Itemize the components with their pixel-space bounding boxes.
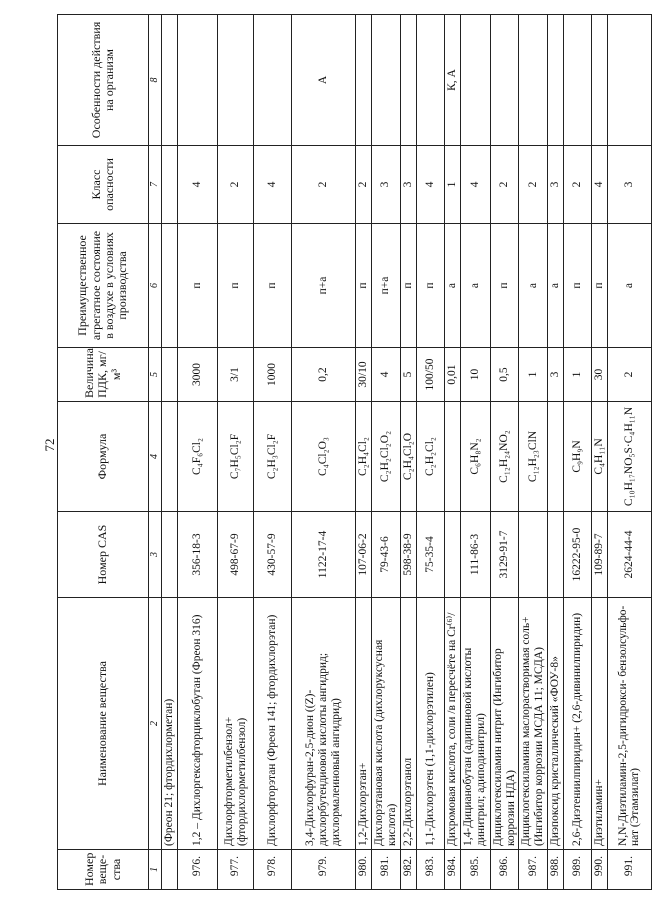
cell-formula [548, 402, 564, 512]
cell-state: а [460, 224, 490, 348]
cell-pdk: 3000 [178, 348, 218, 402]
column-number: 7 [149, 146, 162, 224]
cell-number: 989. [564, 850, 592, 890]
cell-number: 976. [178, 850, 218, 890]
cell-pdk: 30/10 [356, 348, 372, 402]
header-features: Особенности действия на организм [58, 15, 149, 146]
cell-pdk: 3/1 [218, 348, 254, 402]
cell-number: 983. [416, 850, 444, 890]
cell-number: 977. [218, 850, 254, 890]
cell-name: 1,4-Дицианобутан (адипиновой кислоты динитрил; адиподинитрил) [460, 598, 490, 850]
cell-state: а [444, 224, 460, 348]
table-row [162, 15, 178, 890]
cell-state: а [607, 224, 651, 348]
cell-number: 982. [400, 850, 416, 890]
column-number: 6 [149, 224, 162, 348]
cell-name: 2,2-Дихлорэтанол [400, 598, 416, 850]
cell-hazard: 2 [519, 146, 548, 224]
cell-state: п [564, 224, 592, 348]
cell-formula: C₆H₈N₂ [460, 402, 490, 512]
cell-state: п [254, 224, 292, 348]
cell-features [490, 15, 519, 146]
cell-pdk [162, 348, 178, 402]
cell-pdk: 100/50 [416, 348, 444, 402]
cell-cas: 356-18-3 [178, 512, 218, 598]
cell-name: 1,2 – Дихлоргексафторциклобутан (Фреон 316) [178, 598, 218, 850]
header-pdk: Величина ПДК, мг/м³ [58, 348, 149, 402]
column-number-row [149, 15, 162, 890]
cell-formula: C₇H₅Cl₂F [218, 402, 254, 512]
cell-formula: C₄F₆Cl₂ [178, 402, 218, 512]
cell-formula: C₂H₄Cl₂O [400, 402, 416, 512]
cell-pdk: 4 [372, 348, 401, 402]
cell-pdk: 0,01 [444, 348, 460, 402]
cell-number: 979. [292, 850, 356, 890]
cell-pdk: 1000 [254, 348, 292, 402]
cell-formula: C₂H₂Cl₂ [416, 402, 444, 512]
cell-cas: 2624-44-4 [607, 512, 651, 598]
cell-formula [162, 402, 178, 512]
cell-cas [162, 512, 178, 598]
cell-cas: 498-67-9 [218, 512, 254, 598]
cell-state: п [218, 224, 254, 348]
table-row [519, 15, 548, 890]
cell-hazard: 4 [416, 146, 444, 224]
cell-formula: C₂H₄Cl₂ [356, 402, 372, 512]
table-row [592, 15, 608, 890]
cell-number [162, 850, 178, 890]
cell-cas [548, 512, 564, 598]
cell-name: 3,4-Дихлорфуран-2,5-дион ((Z)-дихлорбутендиовой кислоты ангидрид; дихлормалеиновый ангидрид) [292, 598, 356, 850]
cell-cas: 1122-17-4 [292, 512, 356, 598]
cell-pdk: 10 [460, 348, 490, 402]
cell-features [519, 15, 548, 146]
cell-hazard [162, 146, 178, 224]
cell-name: Дихлорфторэтан (Фреон 141; фтордихлорэтан) [254, 598, 292, 850]
cell-name: Дициклогексиламина маслорастворимая соль+ (Ингибитор коррозии МСДА 11; МСДА) [519, 598, 548, 850]
cell-name: Дихлорфторметилбензол+ (фтордихлорметилбензол) [218, 598, 254, 850]
cell-features [400, 15, 416, 146]
cell-name: Дихромовая кислота, соли /в пересчёте на Cr⁽⁶⁾/ [444, 598, 460, 850]
cell-hazard: 4 [178, 146, 218, 224]
table-row [292, 15, 356, 890]
cell-state: п [178, 224, 218, 348]
cell-features: А [292, 15, 356, 146]
table-header [58, 15, 149, 890]
cell-pdk: 0,5 [490, 348, 519, 402]
column-number: 1 [149, 850, 162, 890]
cell-features [372, 15, 401, 146]
cell-number: 978. [254, 850, 292, 890]
cell-hazard: 4 [592, 146, 608, 224]
cell-formula: C₂H₂Cl₂O₂ [372, 402, 401, 512]
column-number: 5 [149, 348, 162, 402]
cell-state: п [416, 224, 444, 348]
cell-features: К, А [444, 15, 460, 146]
cell-formula: C₂H₃Cl₂F [254, 402, 292, 512]
table-row [490, 15, 519, 890]
table-body [149, 15, 652, 890]
cell-state: п [592, 224, 608, 348]
cell-name: (Фреон 21; фтордихлорметан) [162, 598, 178, 850]
cell-cas [444, 512, 460, 598]
cell-number: 981. [372, 850, 401, 890]
cell-name: 1,1-Дихлорэтен (1,1-дихлорэтилен) [416, 598, 444, 850]
cell-number: 987. [519, 850, 548, 890]
cell-pdk: 30 [592, 348, 608, 402]
cell-name: 2,6-Диэтениилпиридин+ (2,6-дивинилпиридин) [564, 598, 592, 850]
cell-state: п+а [372, 224, 401, 348]
cell-cas: 109-89-7 [592, 512, 608, 598]
cell-hazard: 4 [460, 146, 490, 224]
cell-cas: 107-06-2 [356, 512, 372, 598]
table-row [372, 15, 401, 890]
rotated-table-wrapper [57, 15, 642, 890]
table-row [460, 15, 490, 890]
column-number: 4 [149, 402, 162, 512]
cell-features [460, 15, 490, 146]
cell-pdk: 1 [519, 348, 548, 402]
cell-hazard: 2 [490, 146, 519, 224]
cell-state: п [400, 224, 416, 348]
cell-state: а [519, 224, 548, 348]
cell-number: 980. [356, 850, 372, 890]
cell-formula: C₁₀H₁₇NO₅S·C₄H₁₁N [607, 402, 651, 512]
cell-cas [519, 512, 548, 598]
cell-features [416, 15, 444, 146]
cell-features [564, 15, 592, 146]
table-row [444, 15, 460, 890]
cell-hazard: 3 [372, 146, 401, 224]
table-row [356, 15, 372, 890]
cell-cas: 111-86-3 [460, 512, 490, 598]
column-number: 8 [149, 15, 162, 146]
cell-formula: C₄Cl₂O₃ [292, 402, 356, 512]
cell-number: 991. [607, 850, 651, 890]
header-cas: Номер CAS [58, 512, 149, 598]
cell-formula: C₉H₉N [564, 402, 592, 512]
cell-hazard: 2 [356, 146, 372, 224]
column-number: 3 [149, 512, 162, 598]
cell-hazard: 4 [254, 146, 292, 224]
cell-name: N,N-Диэтиламин-2,5-дигидрокси- бензолсульфо- нат (Этамзилат) [607, 598, 651, 850]
header-formula: Формула [58, 402, 149, 512]
cell-cas: 75-35-4 [416, 512, 444, 598]
cell-name: Диэпоксид кристаллический «ФОУ-8» [548, 598, 564, 850]
cell-features [592, 15, 608, 146]
table-row [548, 15, 564, 890]
cell-name: Дициклогексиламин нитрит (Ингибитор коррозии НДА) [490, 598, 519, 850]
table-row [218, 15, 254, 890]
table-row [178, 15, 218, 890]
cell-formula: C₄H₁₁N [592, 402, 608, 512]
cell-features [178, 15, 218, 146]
cell-name: Дихлорэтановая кислота (дихлоруксусная кислота) [372, 598, 401, 850]
cell-hazard: 3 [548, 146, 564, 224]
cell-features [162, 15, 178, 146]
header-num: Номер веще-ства [58, 850, 149, 890]
cell-number: 988. [548, 850, 564, 890]
cell-formula: C₁₂H₂₄NO₂ [490, 402, 519, 512]
cell-cas: 598-38-9 [400, 512, 416, 598]
cell-hazard: 2 [292, 146, 356, 224]
table-row [400, 15, 416, 890]
cell-state: п+а [292, 224, 356, 348]
cell-pdk: 3 [548, 348, 564, 402]
cell-name: 1,2-Дихлорэтан+ [356, 598, 372, 850]
page-number: 72 [42, 438, 57, 452]
cell-pdk: 0,2 [292, 348, 356, 402]
cell-features [254, 15, 292, 146]
cell-formula: C₁₂H₂₃ClN [519, 402, 548, 512]
cell-state [162, 224, 178, 348]
cell-features [356, 15, 372, 146]
cell-hazard: 3 [400, 146, 416, 224]
cell-cas: 430-57-9 [254, 512, 292, 598]
cell-pdk: 5 [400, 348, 416, 402]
cell-number: 990. [592, 850, 608, 890]
cell-number: 986. [490, 850, 519, 890]
cell-cas: 3129-91-7 [490, 512, 519, 598]
cell-hazard: 2 [218, 146, 254, 224]
cell-formula [444, 402, 460, 512]
cell-name: Диэтиламин+ [592, 598, 608, 850]
cell-hazard: 3 [607, 146, 651, 224]
cell-state: а [548, 224, 564, 348]
cell-pdk: 1 [564, 348, 592, 402]
table-row [607, 15, 651, 890]
cell-hazard: 2 [564, 146, 592, 224]
cell-state: п [356, 224, 372, 348]
cell-number: 984. [444, 850, 460, 890]
cell-number: 985. [460, 850, 490, 890]
table-row [416, 15, 444, 890]
header-state: Преимущественное агрегатное состояние в воздухе в условиях производства [58, 224, 149, 348]
cell-pdk: 2 [607, 348, 651, 402]
cell-cas: 16222-95-0 [564, 512, 592, 598]
cell-cas: 79-43-6 [372, 512, 401, 598]
cell-features [607, 15, 651, 146]
cell-state: п [490, 224, 519, 348]
substances-table [57, 14, 652, 890]
cell-hazard: 1 [444, 146, 460, 224]
column-number: 2 [149, 598, 162, 850]
cell-features [218, 15, 254, 146]
table-row [254, 15, 292, 890]
header-name: Наименование вещества [58, 598, 149, 850]
table-row [564, 15, 592, 890]
header-hazard: Класс опасности [58, 146, 149, 224]
cell-features [548, 15, 564, 146]
